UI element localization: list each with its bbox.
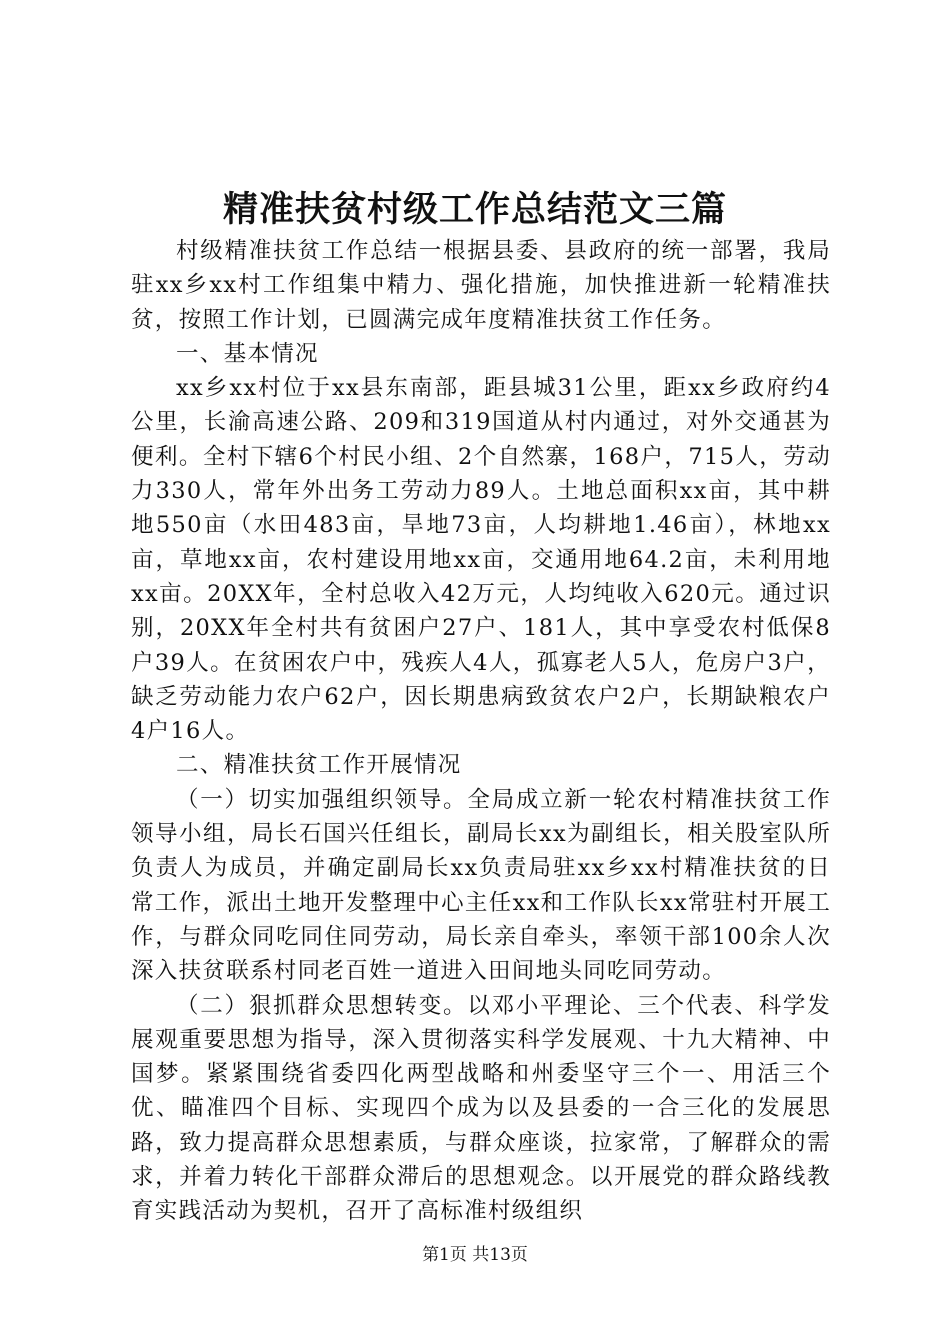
document-body bbox=[131, 234, 831, 1229]
heading-work-progress: 二、精准扶贫工作开展情况 bbox=[176, 752, 462, 779]
document-title: 精准扶贫村级工作总结范文三篇 bbox=[222, 189, 727, 230]
paragraph-mindset: （二）狠抓群众思想转变。以邓小平理论、三个代表、科学发展观重要思想为指导，深入贯彻落实科学发展观、十九大精神、中国梦。紧紧围绕省委四化两型战略和州委坚守三个一、用活三个优、瞄准四个目标、实现四个成为以及县委的一合三化的发展思路，致力提高群众思想素质，与群众座谈，拉家常，了解群众的需求，并着力转化干部群众滞后的思想观念。以开展党的群众路线教育实践活动为契机，召开了高标准村级组织 bbox=[131, 992, 831, 1225]
paragraph-intro: 村级精准扶贫工作总结一根据县委、县政府的统一部署，我局驻xx乡xx村工作组集中精力、强化措施，加快推进新一轮精准扶贫，按照工作计划，已圆满完成年度精准扶贫工作任务。 bbox=[131, 238, 831, 333]
paragraph-organization: （一）切实加强组织领导。全局成立新一轮农村精准扶贫工作领导小组，局长石国兴任组长，副局长xx为副组长，相关股室队所负责人为成员，并确定副局长xx负责局驻xx乡xx村精准扶贫的日常工作，派出土地开发整理中心主任xx和工作队长xx常驻村开展工作，与群众同吃同住同劳动，局长亲自牵头，率领干部100余人次深入扶贫联系村同老百姓一道进入田间地头同吃同劳动。 bbox=[131, 786, 831, 985]
heading-basic-situation: 一、基本情况 bbox=[176, 340, 319, 367]
page-footer: 第1页 共13页 bbox=[422, 1245, 528, 1265]
paragraph-basic-situation: xx乡xx村位于xx县东南部，距县城31公里，距xx乡政府约4公里，长渝高速公路、209和319国道从村内通过，对外交通甚为便利。全村下辖6个村民小组、2个自然寨，168户，715人，劳动力330人，常年外出务工劳动力89人。土地总面积xx亩，其中耕地550亩（水田483亩，旱地73亩，人均耕地1.46亩），林地xx亩，草地xx亩，农村建设用地xx亩，交通用地64.2亩，未利用地xx亩。20XX年，全村总收入42万元，人均纯收入620元。通过识别，20XX年全村共有贫困户27户、181人，其中享受农村低保8户39人。在贫困农户中，残疾人4人，孤寡老人5人，危房户3户，缺乏劳动能力农户62户，因长期患病致贫农户2户，长期缺粮农户4户16人。 bbox=[131, 375, 831, 745]
